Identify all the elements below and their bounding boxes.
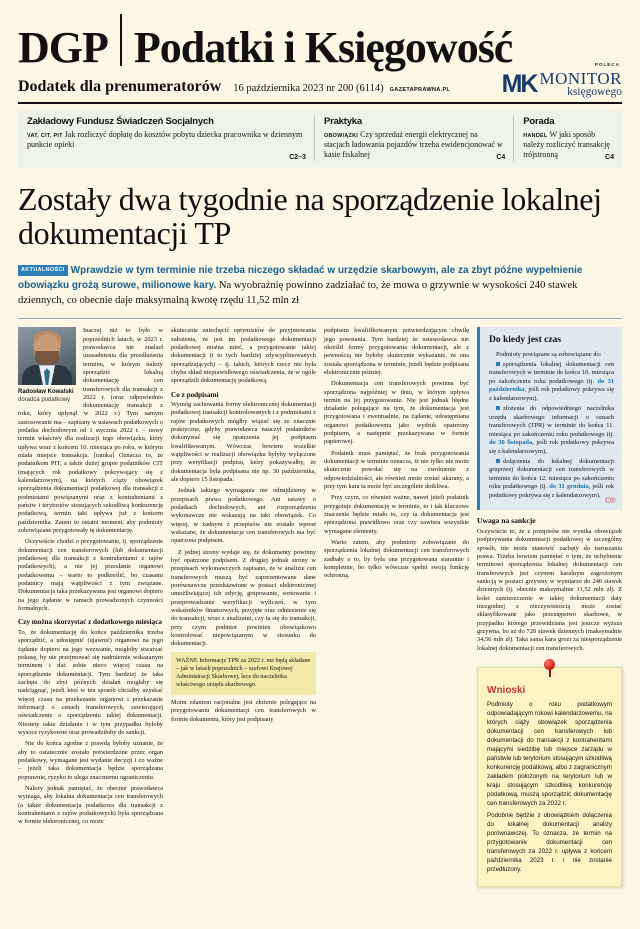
paragraph: Jednak takiego wymagania nie odnajdziemy w przepisach prawa podatkowego. Ani ustawy o podatkach dochodowych, ani rozporządzenia wykonawcze nie wskazują na taki obowiązek. Co więcej, w żadnym z przepisów nie zostało wprost wskazane, że dokumentacja cen transferowych ma być opatrzona podpisem. bbox=[171, 487, 316, 545]
supplement-title: Podatki i Księgowość bbox=[133, 22, 513, 72]
author-role: doradca podatkowy bbox=[18, 396, 71, 403]
sponsor-logo-inner bbox=[502, 70, 622, 99]
copyright-mark-icon: ©℗ bbox=[604, 495, 615, 505]
deadline-info-box bbox=[477, 327, 622, 510]
paragraph: Dokumentacja cen transferowych powinna być sporządzona najpóźniej w dniu, w którym upływa termin na jej przygotowanie. Nie jest jednak błędne działanie polegające na tym, że dokumentacja jest przygotowana i ewentualnie, na żądanie, udostępniana organowi podatkowemu jako wydruk opatrzony podpisem, a następnie przekazywana w formie papierowej. bbox=[324, 380, 469, 446]
paragraph: Nie do końca zgodne z prawdą byłoby uznanie, że aby to ostatecznie zostało potwierdzone przez organ podatkowy, wymagane jest wydanie decyzji i co ważne – jeżeli taka dokumentacja będzie sporządzana poprawnie, ryzyko to ulega znacznemu ograniczeniu. bbox=[18, 740, 163, 781]
info-item-date: do 31 października bbox=[489, 377, 614, 394]
lede-rest-text: Na wyobraźnię powinno zadziałać to, że mowa o grzywnie w wysokości 240 stawek dziennych, co obecnie daje maksymalną kwotę rzędu 11,52 mln zł bbox=[18, 279, 578, 307]
article-column-4 bbox=[477, 327, 622, 887]
paragraph: To, że dokumentację do końca października trzeba sporządzić, a udostępnić (ujawnić) organowi na jego żądanie dopiero na jego wezwanie, mogłoby stwarzać pokusę, by nie przejmować się nadmiernie wskazanym terminem i dać sobie nieco więcej czasu na sporządzenie dokumentacji. Tym bardziej że taka zachęta do zbyt późnych działań mogłaby się nadciągnąć, jeżeli ktoś w ten sposób chciałby uzyskać więcej czasu na przekazanie organowi i przekazanie informacji o cenach transferowych, zawierającej oświadczenie o sporządzeniu takiej dokumentacji. Niestety takie działanie i w tym przypadku byłoby wysoce ryzykowne oraz prowadziłoby do sankcji. bbox=[18, 629, 163, 736]
teaser-kicker: VAT, CIT, PIT bbox=[27, 133, 63, 139]
author-photo bbox=[18, 327, 76, 385]
teaser-text: Jak rozliczyć dopłatę do kosztów pobytu dziecka pracownika w dziennym punkcie opieki bbox=[27, 130, 303, 150]
info-item-pre: dołączenia do lokalnej dokumentacji grupowej dokumentacji cen transferowych w terminie do końca 12. miesiąca po zakończeniu roku podatkowego (tj. bbox=[489, 457, 614, 491]
square-bullet-icon bbox=[496, 406, 500, 410]
info-item-post: , jeśli rok podatkowy pokrywa się z kalendarzowym), bbox=[489, 439, 614, 455]
paragraph: Moim zdaniem racjonalne jest złożenie polegające na przygotowaniu dokumentacji cen transferowych w formie dokumentu, który jest podpisany bbox=[171, 698, 316, 723]
teaser-item[interactable] bbox=[513, 116, 622, 161]
teaser-body bbox=[324, 130, 504, 161]
teaser-item[interactable] bbox=[314, 116, 513, 161]
square-bullet-icon bbox=[496, 362, 500, 366]
important-callout-box: WAŻNE Informacje TPR za 2022 r. nie będą składane – jak w latach poprzednich – szefowi Krajowej Administracji Skarbowej, lecz do naczelnika właściwego urzędu skarbowego. bbox=[171, 652, 316, 695]
teaser-text: Czy sprzedaż energii elektrycznej na stacjach ładowania pojazdów trzeba ewidencjonować w kasie fiskalnej bbox=[323, 130, 503, 160]
info-box-item bbox=[489, 361, 614, 403]
teaser-kicker: OBOWIĄZKI bbox=[323, 133, 359, 139]
paragraph: Należy jednak pamiętać, że obecnie prawodawca wymaga, aby lokalna dokumentacja cen transferowych (a także dokumentacja podatkowa dla transakcji z kontrahentami z rajów podatkowych) była sporządzana w formie elektronicznej, co może bbox=[18, 784, 163, 826]
masthead-subtitle: Dodatek dla prenumeratorów bbox=[18, 78, 222, 95]
teaser-kicker: HANDEL bbox=[523, 133, 548, 139]
teaser-body bbox=[523, 130, 613, 161]
teaser-heading: Porada bbox=[523, 116, 555, 127]
info-box-item bbox=[489, 405, 614, 456]
teaser-heading: Praktyka bbox=[323, 116, 362, 127]
paragraph: Podmioty o roku podatkowym odpowiadającym rokowi kalendarzowemu, na których ciąży obowiązek sporządzenia dokumentacji cen transferowych lub dokumentacji do transakcji z kontrahentami mającymi siedzibę lub miejsce zarządu w państwie lub terytorium stosującym szkodliwą konkurencję podatkową, albo z zagranicznym zakładem położonym na terytorium lub w kraju stosującym szkodliwą konkurencję podatkową, muszą sporządzić dokumentację cen transferowych za 2022 r. bbox=[487, 701, 612, 807]
paragraph: Wymóg zachowania formy elektronicznej dokumentacji podatkowej transakcji kontrolowanych i z podmiotami z rajów podatkowych mógłby wiązać się ze znacznie praktyczne, gdyby prawodawca nauczył podatników dokonywać się opatrzenia jej podpisem kwalifikowanym. Wówczas bowiem wszelkie wątpliwości w realizacji obowiązku byłyby wyłączone przy weryfikacji podpisu, który pokazywałby, że dokumentacja była podpisana nie np. 30 października, ale dopiero 15 listopada. bbox=[171, 401, 316, 484]
article-column-2 bbox=[171, 327, 316, 887]
info-item-post: , jeśli rok podatkowy pokrywa się z kalendarzowym), bbox=[489, 386, 614, 402]
article-column-3 bbox=[324, 327, 469, 887]
info-box-item bbox=[489, 458, 614, 500]
column-subheading: Czy można skorzystać z dodatkowego miesiąca bbox=[18, 618, 162, 627]
paragraph: Oczywiście chodzi o przygotowanie, tj. sporządzenie dokumentacji cen transferowych (lub dokumentacji podatkowej dla transakcji z kontrahentami z rajów podatkowych), a nie jej przesłanie organowi podatkowemu – warto to podkreślić, bo czasami podatnicy mają wątpliwości z tym związane. Dokumentacja taka przekazywana jest organowi dopiero na jego żądanie w ramach prowadzonych czynności formalnych. bbox=[18, 538, 163, 613]
paragraph: Przy czym, co również ważne, nawet jeżeli podatnik przygotuje dokumentację w terminie, to i tak kluczowe znaczenie będzie miało to, czy ta dokumentacja jest sporządzona prawidłowo oraz czy zawiera wszystkie wymagane elementy. bbox=[324, 494, 469, 535]
paragraph: Inaczej niż to było w poprzednich latach, w 2023 r. prawodawca nie znalazł uzasadnienia dla przedłużenia terminu, w którym należy sporządzić lokalną dokumentację cen transferowych dla transakcji z 2022 r. (oraz odpowiednio dokumentację transakcji z roku, który upłynął w 2022 r.) Tym samym zastosowanie ma – zapisany w ustawach podatkowych o podatku dochodowym od 1 stycznia 2022 r. – nowy termin właściwy dla realizacji tego obowiązku, który upływa wraz z końcem 10. miesiąca po roku, w którym miała miejsce transakcja. [ramka] Oznacza to, że podatnikom PIT, a także dużej grupie podatników CIT (mających rok podatkowy pokrywający się z kalendarzowym), na których ciąży obowiązek sporządzenia dokumentacji podatkowej dla transakcji z podmiotami powiązanymi oraz z kontrahentami z państw i terytoriów stosujących szkodliwą konkurencję podatkową, termin taki upływa już z końcem października. Zatem to ostatni moment, aby podmioty zobowiązane przygotowały tę dokumentację. bbox=[18, 327, 163, 535]
paragraph: Z jednej strony wydaje się, że dokumenty powinny być opatrzone podpisem. Z drugiej jednak strony w przepisach wykonawczych zapisano, że w analizie cen transferowych muszą być zaprezentowane dane porównawcze przedstawione w postaci elektronicznej umożliwiającej ich edycję, grupowanie, sortowanie i przeprowadzanie weryfikacji wyliczeń, w tym wskaźników finansowych, przyjęte oraz odniesienie się do transakcji, wraz z analizami, czy ta się do transakcji, przy czym podmiot powinien obowiązkowo kontrolować niepowiązanym w stosunku do dokumentacji. bbox=[171, 548, 316, 648]
info-item-pre: sporządzenia lokalnej dokumentacji cen transferowych w terminie do końca 10. miesiąca po zakończeniu roku podatkowego (tj. bbox=[489, 361, 614, 385]
column-subheading: Co z podpisami bbox=[171, 390, 219, 399]
masthead-rule bbox=[18, 102, 622, 104]
teaser-text: W jaki sposób należy rozliczyć transakcję trójstronną bbox=[523, 130, 610, 160]
info-item-date: do 31 grudnia bbox=[549, 483, 589, 491]
paragraph: Oczywiście to, że z przepisów nie wynika obowiązek podpisywania dokumentacji podatkowej w szczególny sposób, nie może stanowić zachęty do naruszania prawa. Trzeba bowiem pamiętać o tym, że uchybienie terminowi sporządzenia lokalnej dokumentacji cen transferowych jest czynem karalnym zagrożonym sankcją w postaci grzywny w wymiarze do 240 stawek dziennych (tj. obecnie maksymalnie 11,52 mln zł). Z kolei zamieszczenie w takiej dokumentacji daty niezgodnej z rzeczywistością może zostać sklasyfikowane jako przestępstwo skarbowe, w przypadku którego przewidziana jest jeszcze wyższa grzywna, bo aż do 720 stawek dziennych (maksymalnie 34,56 mln zł). Taka sama kara grozi za niesporządzenie lokalnej dokumentacji cen transferowych. bbox=[477, 528, 622, 652]
masthead-title-row bbox=[18, 14, 622, 72]
sponsor-wordmark bbox=[539, 70, 622, 99]
author-byline bbox=[18, 327, 78, 404]
paragraph: skutecznie zniechęcić optymistów do przyjmowania założenia, że jest im podatkowego dokumentacji podatkowej można mieć, a przygotowanie takiej dokumentacji (i to tych bardziej zdyscyplinowanych sporządzających) – tj. takich, których rzecz nie była chyba skład nieprawidłowego oświadczenia, że w ogóle sporządzili dokumentację podatkową. bbox=[171, 327, 316, 385]
sponsor-name-line1: MONITOR bbox=[539, 69, 622, 88]
paragraph: Podatnik musi pamiętać, że brak przygotowania dokumentacji w terminie oznacza, iż nie tylko nie może skutecznie powołać się na zwolnienie z odpowiedzialności, ale również może zostać ukarany, a przy tym kara ta może być szczególnie dotkliwa. bbox=[324, 449, 469, 491]
sponsor-poleca-label: POLECA bbox=[594, 62, 620, 67]
info-item-pre: złożenia do odpowiedniego naczelnika urzędu skarbowego informacji o cenach transferowych (TPR) w terminie do końca 11. miesiąca po zakończeniu roku podatkowego (tj. bbox=[489, 405, 614, 438]
author-name: Radosław Kowalski bbox=[18, 389, 74, 396]
teaser-body bbox=[27, 130, 305, 150]
masthead-divider bbox=[120, 14, 122, 66]
article-body bbox=[18, 327, 622, 887]
info-box-title: Do kiedy jest czas bbox=[489, 335, 562, 346]
info-item-post: , jeśli rok podatkowy pokrywa się z kalendarzowym). bbox=[489, 483, 614, 499]
paragraph: Podobnie będzie z obowiązkiem dołączenia do lokalnej dokumentacji analizy porównawczej. To oznacza, że termin na przygotowanie dokumentacji cen transferowych za 2022 r. upływa z końcem października 2023 r. i nie zostanie przedłużony. bbox=[487, 811, 612, 873]
pushpin-icon bbox=[543, 659, 557, 677]
teaser-strip bbox=[18, 110, 622, 168]
info-box-content bbox=[489, 351, 614, 501]
teaser-page-ref: C4 bbox=[496, 153, 506, 161]
teaser-item[interactable] bbox=[18, 116, 314, 161]
teaser-heading: Zakładowy Fundusz Świadczeń Socjalnych bbox=[27, 116, 214, 127]
wnioski-content bbox=[487, 701, 612, 875]
article-headline: Zostały dwa tygodnie na sporządzenie lokalnej dokumentacji TP bbox=[18, 180, 602, 252]
sponsor-name-line2: księgowego bbox=[567, 86, 622, 99]
lede-rule bbox=[18, 318, 622, 319]
paragraph: Warto zatem, aby podmioty zobowiązane do sporządzenia lokalnej dokumentacji cen transferowych zadbały o to, by była ona przygotowana starannie i kompletnie, bo tylko wówczas spełni swoją funkcję ochronną. bbox=[324, 539, 469, 580]
info-item-date: do 30 listopada bbox=[489, 439, 533, 447]
teaser-page-ref: C2–3 bbox=[289, 153, 306, 161]
wnioski-sticky-note bbox=[477, 667, 622, 887]
masthead-date: 16 października 2023 nr 200 (6114) bbox=[233, 83, 384, 94]
wnioski-title: Wnioski bbox=[487, 685, 526, 697]
square-bullet-icon bbox=[496, 459, 500, 463]
mk-monogram-icon: MK bbox=[501, 70, 537, 99]
lede-bold-text: Wprawdzie w tym terminie nie trzeba niczego składać w urzędzie skarbowym, ale za zbyt późne wypełnienie obowiązku grożą surowe, milionowe kary. bbox=[18, 264, 583, 291]
paragraph: podpisem kwalifikowanym potwierdzającym chwilę jego powstania. Tym bardziej że ustawodawca nie określił formy przygotowania dokumentacji, ale z pewnością nie byłoby skutecznie wykazanie, że ona została sporządzona w terminie, jeżeli będzie podpisana elektronicznie później. bbox=[324, 327, 469, 376]
teaser-page-ref: C4 bbox=[605, 153, 614, 161]
column-subheading: Uwaga na sankcje bbox=[477, 516, 536, 526]
article-column-1 bbox=[18, 327, 163, 887]
masthead-website: GAZETAPRAWNA.PL bbox=[389, 87, 451, 93]
masthead bbox=[0, 0, 640, 99]
brand-logo: DGP bbox=[18, 22, 108, 72]
sponsor-logo bbox=[502, 62, 622, 99]
info-box-intro: Podmioty powiązane są zobowiązane do: bbox=[496, 350, 602, 358]
article-lede bbox=[18, 263, 622, 308]
section-badge: AKTUALNOŚCI bbox=[18, 265, 68, 277]
